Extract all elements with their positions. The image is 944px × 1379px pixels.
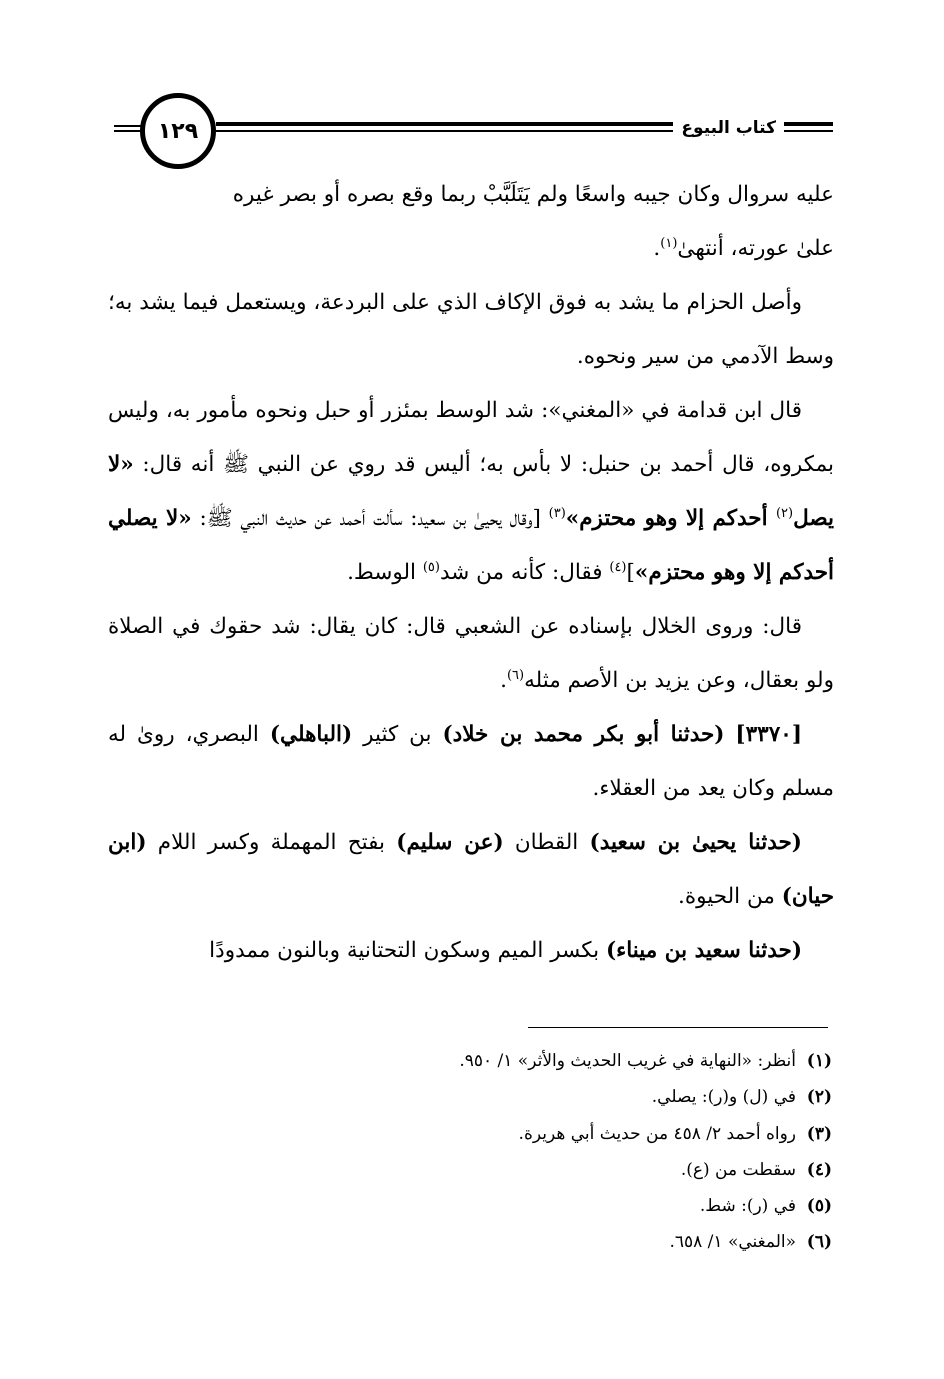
footnote-number: (٢) [806,1087,832,1108]
p3-text-e: الوسط. [347,560,423,585]
p5-narrator-2: (الباهلي) [269,722,353,747]
p6-text-3: من الحيوة. [678,884,782,909]
footnote-number: (١) [806,1051,832,1071]
paragraph-5 [108,708,834,816]
footnote-2 [459,1079,832,1115]
paragraph-1: عليه سروال وكان جيبه واسعًا ولم يَتَلَبَّبْ ربما وقع بصره أو بصر غيره علىٰ عورته، أنتهىٰ$^{(١)}$. [232,182,834,261]
footnote-text: رواه أحمد ٢/ ٤٥٨ من حديث أبي هريرة. [518,1123,796,1144]
footnote-1 [459,1043,832,1079]
p6-text-2: بفتح المهملة وكسر اللام [146,830,397,855]
footnote-number: (٥) [806,1196,832,1217]
body-text [108,168,834,978]
p3-text-b: [وقال يحيىٰ بن سعيد: سألت أحمد عن حديث النبي ﷺ: [191,506,549,531]
footnote-number: (٣) [806,1123,832,1144]
footnote-ref-6[interactable]: (٦) [506,667,525,683]
footnote-ref-5[interactable]: (٥) [422,559,440,575]
paragraph-7 [108,924,834,978]
footnote-text: أنظر: «النهاية في غريب الحديث والأثر» ١/ ٩٥٠. [459,1051,796,1071]
p6-text-1: القطان [503,830,590,855]
p3-quote-1a: «لا يصل [108,452,834,531]
running-header-title: كتاب البيوع [673,118,784,138]
paragraph-6 [108,816,834,924]
footnote-text: في (ل) و(ر): يصلي. [651,1087,796,1108]
footnote-ref-2[interactable]: (٢) [775,505,794,521]
p7-narrator-1: (حدثنا سعيد بن ميناء) [605,938,802,963]
footnote-text: «المغني» ١/ ٦٥٨. [669,1232,796,1253]
p3-text-c: ] [626,560,635,585]
p5-text-1: بن كثير [352,722,443,747]
p6-narrator-3: (ابن حيان) [108,830,834,909]
footnote-ref-4[interactable]: (٤) [609,559,627,575]
footnote-4 [459,1152,832,1188]
page-number-badge [140,93,216,169]
p3-quote-1b: أحدكم إلا وهو محتزم» [565,506,776,531]
paragraph-2: وأصل الحزام ما يشد به فوق الإكاف الذي على البردعة، ويستعمل فيما يشد به؛ وسط الآدمي من سير ونحوه. [108,290,834,369]
footnotes [459,1043,832,1261]
footnote-separator [528,1027,828,1028]
p1-line2: علىٰ عورته، أنتهىٰ [677,236,834,261]
footnote-text: في (ر): شط. [699,1196,796,1217]
footnote-number: (٤) [806,1159,832,1180]
footnote-ref-3[interactable]: (٣) [548,505,566,521]
footnote-6 [459,1224,832,1260]
p4-text: قال: وروى الخلال بإسناده عن الشعبي قال: كان يقال: شد حقوك في الصلاة ولو بعقال، وعن يزيد بن الأصم مثله [108,614,834,693]
paragraph-4: قال: وروى الخلال بإسناده عن الشعبي قال: كان يقال: شد حقوك في الصلاة ولو بعقال، وعن يزيد بن الأصم مثله$^{(٦)}$. [108,614,834,693]
footnote-ref-1[interactable]: (١) [660,235,678,251]
page-number: ١٢٩ [157,118,199,144]
p5-narrator-1: (حدثنا أبو بكر محمد بن خلاد) [442,722,725,747]
p7-text-1: بكسر الميم وسكون التحتانية وبالنون ممدودًا [209,938,606,963]
p3-quote-2: «لا يصلي أحدكم إلا وهو محتزم» [108,506,834,585]
footnote-3 [459,1116,832,1152]
footnote-5 [459,1188,832,1224]
p5-text-2: البصري، روىٰ له مسلم وكان يعد من العقلاء. [108,722,834,801]
p1-line1: عليه سروال وكان جيبه واسعًا ولم يَتَلَبَّبْ ربما وقع بصره أو بصر غيره [232,182,834,207]
p3-text-a: قال ابن قدامة في «المغني»: شد الوسط بمئزر أو حبل ونحوه مأمور به، وليس بمكروه، قال أحمد بن حنبل: لا بأس به؛ أليس قد روي عن النبي ﷺ أنه قال: [108,398,834,477]
hadith-number: [٣٣٧٠] [735,722,802,747]
footnote-number: (٦) [806,1232,832,1253]
p3-text-d: فقال: كأنه من شد [439,560,610,585]
paragraph-3 [108,384,834,600]
p6-narrator-1: (حدثنا يحيىٰ بن سعيد) [589,830,802,855]
footnote-text: سقطت من (ع). [680,1159,796,1180]
p6-narrator-2: (عن سليم) [396,830,504,855]
